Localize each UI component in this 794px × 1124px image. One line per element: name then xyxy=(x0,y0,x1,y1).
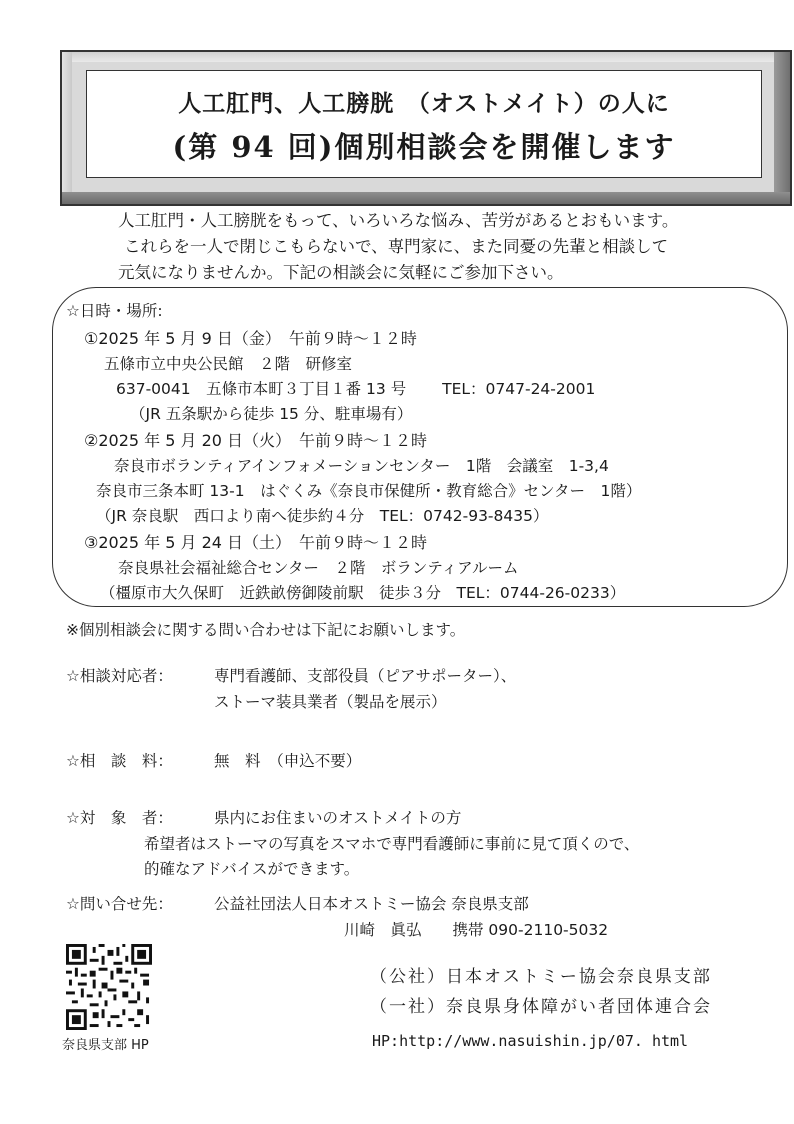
qr-code[interactable] xyxy=(66,944,152,1030)
target-label: ☆対 象 者： xyxy=(66,809,173,827)
title-line-2: (第 94 回)個別相談会を開催します xyxy=(172,130,676,164)
session-2-address: 奈良市三条本町 13-1 はぐくみ《奈良市保健所・教育総合》センター 1階） xyxy=(96,482,642,500)
counselors-label: ☆相談対応者： xyxy=(66,667,173,685)
qr-caption: 奈良県支部 HP xyxy=(62,1038,149,1053)
frame-bevel-bottom xyxy=(62,192,790,204)
footer-org-1: （公社）日本オストミー協会奈良県支部 xyxy=(370,967,712,987)
intro-line-3: 元気になりませんか。下記の相談会に気軽にご参加下さい。 xyxy=(118,263,564,282)
title-frame xyxy=(60,50,792,206)
target-line-2: 希望者はストーマの写真をスマホで専門看護師に事前に見て頂くので、 xyxy=(144,835,640,853)
target-line-3: 的確なアドバイスができます。 xyxy=(144,860,360,878)
contact-label: ☆問い合せ先： xyxy=(66,895,173,913)
footer-org-2: （一社）奈良県身体障がい者団体連合会 xyxy=(370,997,712,1017)
counselors-line-2: ストーマ装具業者（製品を展示） xyxy=(214,693,447,711)
session-3-date: ③2025 年 5 月 24 日（土） 午前９時～１２時 xyxy=(84,533,428,552)
inquiry-note: ※個別相談会に関する問い合わせは下記にお願いします。 xyxy=(66,621,466,639)
schedule-heading: ☆日時・場所: xyxy=(66,302,163,320)
fee-label: ☆相 談 料： xyxy=(66,752,173,770)
title-panel xyxy=(86,70,762,178)
session-1-venue: 五條市立中央公民館 ２階 研修室 xyxy=(104,355,353,373)
session-2-note: （JR 奈良駅 西口より南へ徒歩約４分 TEL：0742-93-8435） xyxy=(96,507,549,525)
counselors-line-1: 専門看護師、支部役員（ピアサポーター）、 xyxy=(214,667,517,685)
title-line-1: 人工肛門、人工膀胱 （オストメイト）の人に xyxy=(178,91,670,117)
frame-bevel-top xyxy=(62,52,790,62)
frame-bevel-right xyxy=(774,52,790,204)
session-3-venue: 奈良県社会福祉総合センター ２階 ボランティアルーム xyxy=(118,559,519,577)
contact-org: 公益社団法人日本オストミー協会 奈良県支部 xyxy=(214,895,529,913)
session-1-address: 637-0041 五條市本町３丁目１番 13 号 TEL：0747-24-2001 xyxy=(116,380,596,398)
frame-bevel-left xyxy=(62,52,72,204)
session-2-date: ②2025 年 5 月 20 日（火） 午前９時～１２時 xyxy=(84,431,428,450)
homepage-link[interactable]: HP:http://www.nasuishin.jp/07. html xyxy=(372,1032,689,1050)
session-3-note: （橿原市大久保町 近鉄畝傍御陵前駅 徒歩３分 TEL：0744-26-0233） xyxy=(100,584,626,602)
session-1-note: （JR 五条駅から徒歩 15 分、駐車場有） xyxy=(130,405,413,423)
target-line-1: 県内にお住まいのオストメイトの方 xyxy=(214,809,462,827)
intro-line-2: これらを一人で閉じこもらないで、専門家に、また同憂の先輩と相談して xyxy=(124,237,669,256)
fee-value: 無 料 （申込不要） xyxy=(214,752,362,770)
session-2-venue: 奈良市ボランティアインフォメーションセンター 1階 会議室 1-3,4 xyxy=(114,457,609,475)
contact-person: 川崎 眞弘 携帯 090-2110-5032 xyxy=(344,921,609,939)
intro-line-1: 人工肛門・人工膀胱をもって、いろいろな悩み、苦労があるとおもいます。 xyxy=(118,211,679,230)
session-1-date: ①2025 年 5 月 9 日（金） 午前９時～１２時 xyxy=(84,329,417,348)
